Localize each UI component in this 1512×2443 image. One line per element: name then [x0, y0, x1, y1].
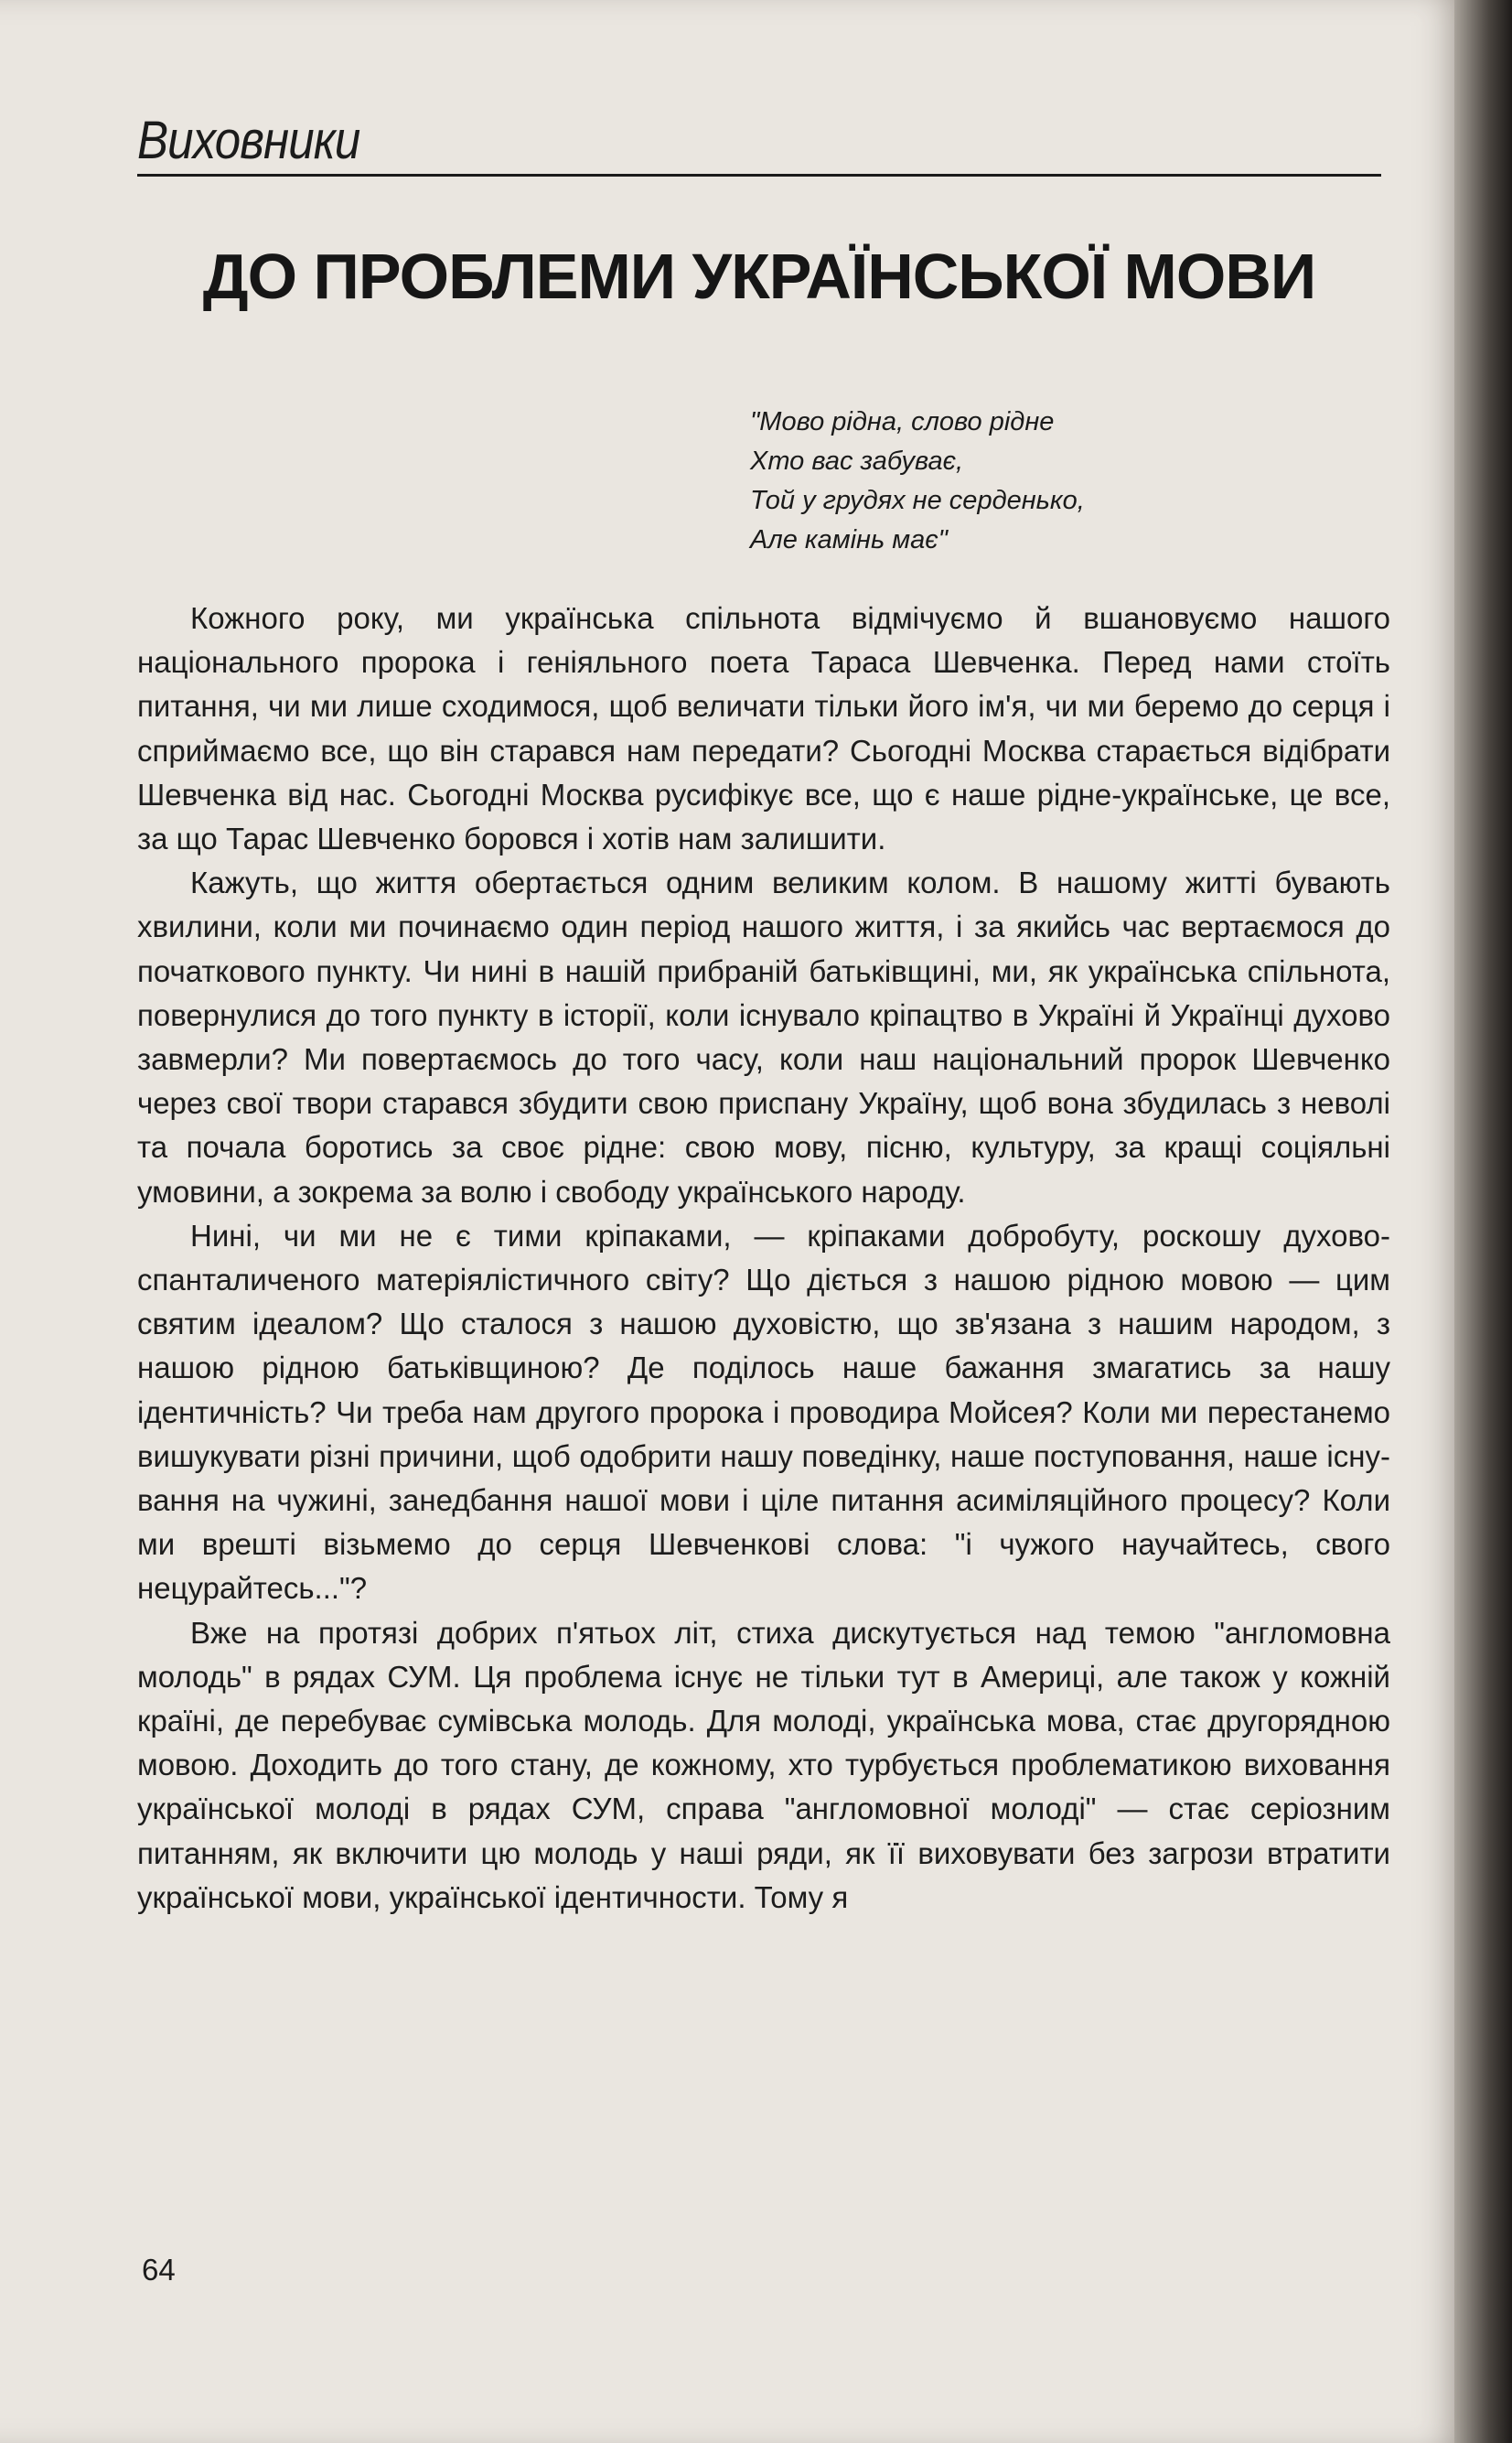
- epigraph-line: Той у грудях не серденько,: [750, 486, 1085, 515]
- page-edge-shadow: [1454, 0, 1512, 2443]
- section-title-rule: [137, 174, 1381, 177]
- epigraph: [750, 403, 1085, 560]
- body-paragraph: Вже на протязі добрих п'ятьох літ, стиха дискутується над темою "англомовна молодь" в рядах СУМ. Ця проблема існує не тільки тут в Америці, але також у кожній країні, де перебуває сумівська молодь. Для молоді, українська мова, стає другорядною мовою. Доходить до того стану, де кожному, хто турбується проблематикою виховання української молоді в рядах СУМ, справа "англомовної молоді" — стає серіозним питанням, як включити цю молодь у наші ряди, як її виховувати без загрози втратити української мови, української ідентичности. Тому я: [137, 1615, 1390, 1914]
- epigraph-line: "Мово рідна, слово рідне: [750, 407, 1055, 436]
- article-headline: ДО ПРОБЛЕМИ УКРАЇНСЬКОЇ МОВИ: [202, 241, 1316, 312]
- epigraph-line: Хто вас забуває,: [750, 447, 964, 476]
- body-paragraph: Кажуть, що життя обертається одним великим колом. В нашому житті бувають хвилини, коли ми починаємо один період нашого життя, і за якийсь час вертаємося до початкового пункту. Чи нині в нашій прибраній батьківщині, ми, як українська спільнота, повернулися до того пункту в історії, коли існувало кріпацтво в Україні й Українці духово завмерли? Ми повертаємось до того часу, коли наш національний пророк Шевченко через свої твори старався збудити свою приспану Україну, щоб вона збудилась з неволі та почала боротись за своє рідне: свою мову, пісню, культуру, за кращі соціяльні умовини, а зокрема за волю і свободу українського народу.: [137, 866, 1390, 1209]
- page-number: 64: [142, 2253, 176, 2287]
- body-paragraph: Нині, чи ми не є тими кріпаками, — кріпаками добробуту, роскошу духово-спанталиченого матеріялістичного світу? Що діється з нашою рідною мовою — цим святим ідеалом? Що сталося з нашою духовістю, що зв'язана з нашим народом, з нашою рідною батьківщиною? Де поділось наше бажання змагатись за нашу ідентичність? Чи треба нам другого пророка і проводира Мойсея? Коли ми перестанемо вишукувати різні причини, щоб одобрити нашу поведінку, наше поступовання, наше існування на чужині, занедбання нашої мови і ціле питання асиміляційного процесу? Коли ми врешті візьмемо до серця Шевченкові слова: "і чужого научайтесь, свого нецурайтесь..."?: [137, 1218, 1390, 1606]
- epigraph-line: Але камінь має": [750, 525, 948, 554]
- body-paragraph: Кожного року, ми українська спільнота відмічуємо й вшановуємо нашого національного пророка і геніяльного поета Тараса Шевченка. Перед нами стоїть питання, чи ми лише сходимося, щоб величати тільки його ім'я, чи ми беремо до серця і сприймаємо все, що він старався нам передати? Сьогодні Москва старається відібрати Шевченка від нас. Сьогодні Москва русифікує все, що є наше рідне-українське, це все, за що Тарас Шевченко боровся і хотів нам залишити.: [137, 601, 1390, 856]
- article-body: [137, 597, 1390, 1920]
- section-title: Виховники: [137, 111, 360, 170]
